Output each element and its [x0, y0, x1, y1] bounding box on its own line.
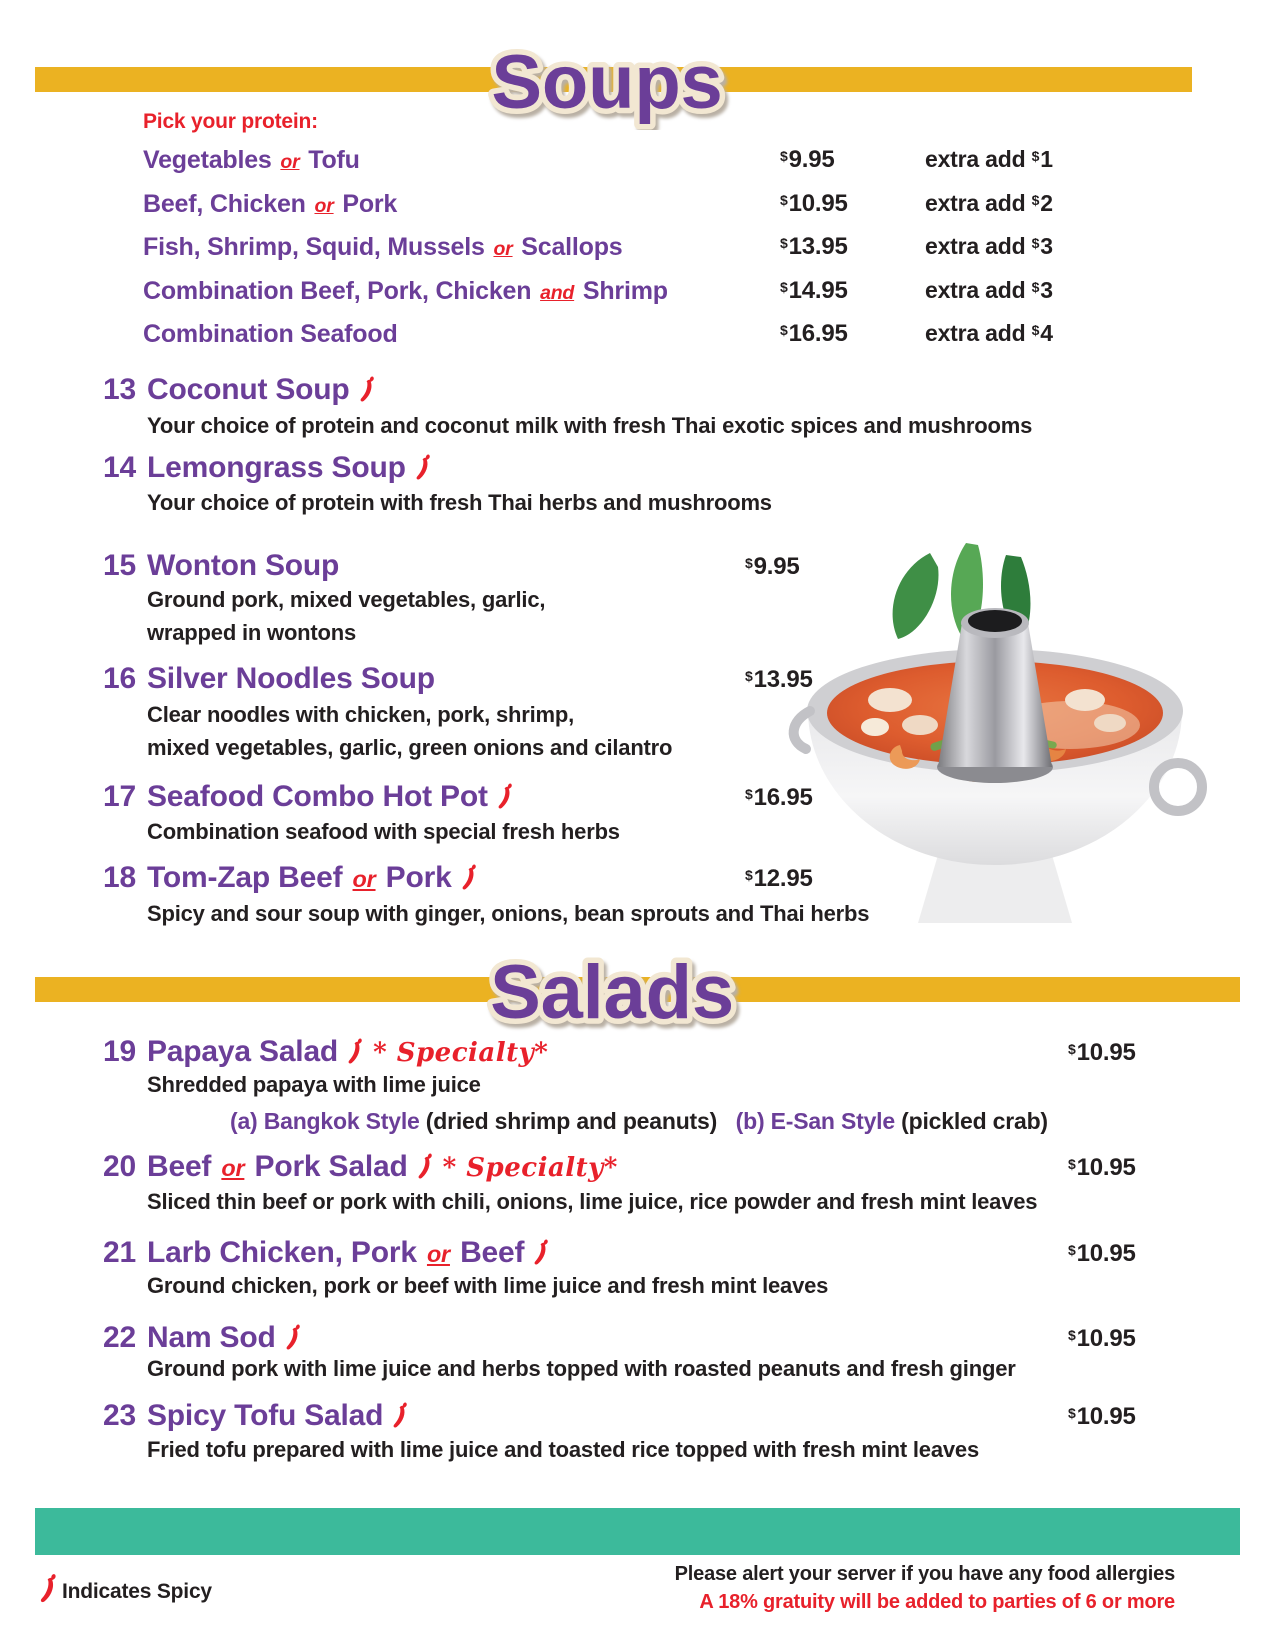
currency-symbol: $ — [1031, 235, 1040, 251]
item-number: 17 — [103, 780, 136, 813]
chili-icon — [496, 781, 513, 811]
item-name — [147, 1321, 301, 1355]
currency-symbol: $ — [745, 668, 753, 684]
protein-name: Fish, Shrimp, Squid, Mussels or Scallops — [143, 233, 623, 261]
currency-symbol: $ — [745, 555, 753, 571]
soups-section-title — [462, 26, 752, 130]
protein-name: Combination Seafood — [143, 320, 398, 348]
item-name-text: Coconut Soup — [147, 373, 350, 406]
protein-price — [780, 277, 848, 305]
item-name — [147, 1399, 408, 1433]
item-style-options: (a) Bangkok Style (dried shrimp and peanuts) (b) E-San Style (pickled crab) — [230, 1108, 1048, 1134]
currency-symbol: $ — [745, 867, 753, 883]
item-description: wrapped in wontons — [147, 620, 357, 645]
currency-symbol: $ — [780, 279, 788, 295]
chili-icon — [391, 1400, 408, 1430]
extra-value: 3 — [1040, 233, 1053, 259]
protein-header: Pick your protein: — [143, 110, 318, 133]
chili-icon — [38, 1572, 57, 1606]
item-description: Ground pork with lime juice and herbs topped with roasted peanuts and fresh ginger — [147, 1356, 1016, 1381]
currency-symbol: $ — [1031, 148, 1040, 164]
item-price-value: 13.95 — [753, 666, 813, 693]
extra-label: extra add — [925, 233, 1032, 259]
item-description: Fried tofu prepared with lime juice and toasted rice topped with fresh mint leaves — [147, 1437, 979, 1462]
protein-extra — [925, 277, 1053, 304]
item-price — [1068, 1154, 1136, 1182]
currency-symbol: $ — [1068, 1327, 1076, 1343]
protein-price-value: 14.95 — [788, 277, 848, 304]
protein-price-value: 16.95 — [788, 320, 848, 347]
chili-icon — [532, 1237, 549, 1267]
currency-symbol: $ — [1068, 1156, 1076, 1172]
item-number: 14 — [103, 451, 136, 484]
item-price — [1068, 1325, 1136, 1353]
item-number: 19 — [103, 1035, 136, 1068]
protein-name: Beef, Chicken or Pork — [143, 190, 398, 218]
item-name-text: Papaya Salad — [147, 1035, 339, 1068]
item-name-text: Spicy Tofu Salad — [147, 1399, 384, 1432]
item-name — [147, 1150, 618, 1184]
item-price-value: 12.95 — [753, 865, 813, 892]
extra-label: extra add — [925, 190, 1032, 216]
item-name-text: Tom-Zap Beef or Pork — [147, 861, 452, 894]
footer-bar — [35, 1508, 1240, 1555]
chili-icon — [358, 374, 375, 404]
item-price-value: 10.95 — [1076, 1154, 1136, 1181]
chili-icon — [346, 1036, 363, 1066]
item-description: Ground pork, mixed vegetables, garlic, — [147, 587, 546, 612]
item-price — [1068, 1240, 1136, 1268]
specialty-label: * Specialty* — [373, 1038, 549, 1068]
item-number: 18 — [103, 861, 136, 894]
hot-pot-photo — [780, 535, 1210, 925]
salads-section-title — [457, 936, 767, 1040]
protein-price — [780, 146, 835, 174]
item-price-value: 10.95 — [1076, 1325, 1136, 1352]
item-description: Combination seafood with special fresh herbs — [147, 819, 620, 844]
currency-symbol: $ — [780, 148, 788, 164]
item-price-value: 10.95 — [1076, 1240, 1136, 1267]
item-number: 21 — [103, 1236, 136, 1269]
item-name: Wonton Soup — [147, 549, 340, 582]
item-name — [147, 780, 513, 814]
protein-extra — [925, 320, 1053, 347]
currency-symbol: $ — [780, 192, 788, 208]
extra-label: extra add — [925, 146, 1032, 172]
item-price-value: 9.95 — [753, 553, 800, 580]
item-price-value: 16.95 — [753, 784, 813, 811]
currency-symbol: $ — [1068, 1405, 1076, 1421]
protein-name: Combination Beef, Pork, Chicken and Shrimp — [143, 277, 668, 305]
extra-value: 4 — [1040, 320, 1053, 346]
currency-symbol: $ — [1031, 192, 1040, 208]
protein-price — [780, 233, 848, 261]
item-price — [1068, 1403, 1136, 1431]
item-name: Silver Noodles Soup — [147, 662, 435, 695]
item-name-text: Seafood Combo Hot Pot — [147, 780, 488, 813]
item-name — [147, 1035, 548, 1069]
extra-label: extra add — [925, 320, 1032, 346]
protein-extra — [925, 190, 1053, 217]
extra-value: 3 — [1040, 277, 1053, 303]
allergy-note: Please alert your server if you have any food allergies — [674, 1563, 1175, 1585]
extra-label: extra add — [925, 277, 1032, 303]
item-number: 16 — [103, 662, 136, 695]
item-price-value: 10.95 — [1076, 1039, 1136, 1066]
item-name-text: Larb Chicken, Pork or Beef — [147, 1236, 525, 1269]
item-name-text: Nam Sod — [147, 1321, 276, 1354]
currency-symbol: $ — [1068, 1041, 1076, 1057]
item-description: Sliced thin beef or pork with chili, onions, lime juice, rice powder and fresh mint leaves — [147, 1189, 1038, 1214]
item-number: 13 — [103, 373, 136, 406]
chili-icon — [460, 862, 477, 892]
salads-title-text: Salads — [490, 950, 734, 1035]
currency-symbol: $ — [780, 235, 788, 251]
item-description: Your choice of protein and coconut milk with fresh Thai exotic spices and mushrooms — [147, 413, 1033, 438]
currency-symbol: $ — [745, 786, 753, 802]
item-number: 23 — [103, 1399, 136, 1432]
soups-title-text: Soups — [491, 40, 723, 125]
item-name — [147, 861, 477, 895]
currency-symbol: $ — [780, 322, 788, 338]
protein-price — [780, 320, 848, 348]
protein-extra — [925, 233, 1053, 260]
protein-price-value: 10.95 — [788, 190, 848, 217]
item-description: Shredded papaya with lime juice — [147, 1072, 481, 1097]
chili-icon — [284, 1322, 301, 1352]
protein-extra — [925, 146, 1053, 173]
item-name — [147, 451, 431, 485]
currency-symbol: $ — [1031, 279, 1040, 295]
item-name — [147, 1236, 549, 1270]
item-description: Your choice of protein with fresh Thai herbs and mushrooms — [147, 490, 772, 515]
item-price — [1068, 1039, 1136, 1067]
item-name — [147, 373, 375, 407]
currency-symbol: $ — [1031, 322, 1040, 338]
item-description: mixed vegetables, garlic, green onions and cilantro — [147, 735, 673, 760]
extra-value: 2 — [1040, 190, 1053, 216]
indicates-spicy-label: Indicates Spicy — [62, 1580, 212, 1603]
protein-price-value: 13.95 — [788, 233, 848, 260]
item-name-text: Beef or Pork Salad — [147, 1150, 408, 1183]
protein-price-value: 9.95 — [788, 146, 835, 173]
item-description: Ground chicken, pork or beef with lime juice and fresh mint leaves — [147, 1273, 829, 1298]
item-name-text: Lemongrass Soup — [147, 451, 406, 484]
item-number: 15 — [103, 549, 136, 582]
protein-name: Vegetables or Tofu — [143, 146, 360, 174]
currency-symbol: $ — [1068, 1242, 1076, 1258]
specialty-label: * Specialty* — [442, 1153, 618, 1183]
item-price-value: 10.95 — [1076, 1403, 1136, 1430]
item-description: Clear noodles with chicken, pork, shrimp, — [147, 702, 575, 727]
item-description: Spicy and sour soup with ginger, onions, bean sprouts and Thai herbs — [147, 901, 870, 926]
chili-icon — [416, 1151, 433, 1181]
gratuity-note: A 18% gratuity will be added to parties of 6 or more — [699, 1591, 1175, 1613]
extra-value: 1 — [1040, 146, 1053, 172]
protein-price — [780, 190, 848, 218]
item-number: 20 — [103, 1150, 136, 1183]
item-number: 22 — [103, 1321, 136, 1354]
chili-icon — [414, 452, 431, 482]
